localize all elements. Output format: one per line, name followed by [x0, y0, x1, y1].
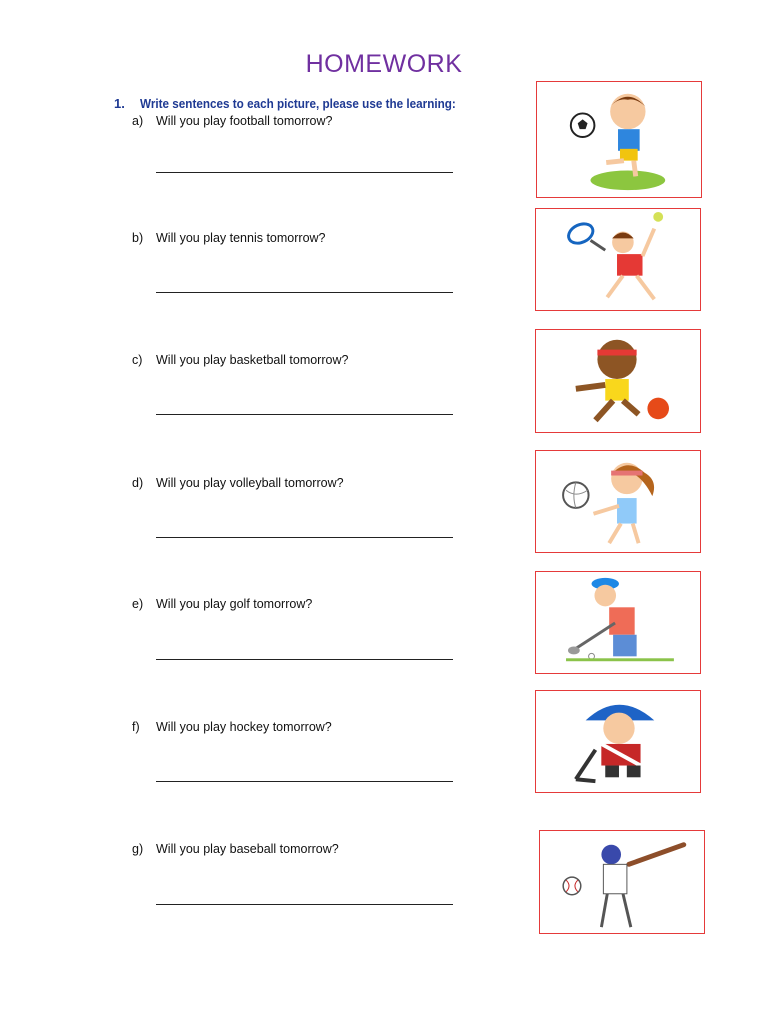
instruction-number: 1.	[114, 96, 125, 111]
question-g: g) Will you play baseball tomorrow?	[132, 842, 339, 856]
page-title: HOMEWORK	[305, 50, 463, 78]
question-f: f) Will you play hockey tomorrow?	[132, 720, 332, 734]
answer-line-e[interactable]	[156, 659, 453, 660]
baseball-player-image	[539, 830, 705, 934]
hockey-player-image	[535, 690, 701, 793]
answer-line-a[interactable]	[156, 172, 453, 173]
question-c: c) Will you play basketball tomorrow?	[132, 353, 349, 367]
answer-line-c[interactable]	[156, 414, 453, 415]
question-a: a) Will you play football tomorrow?	[132, 114, 333, 128]
answer-line-d[interactable]	[156, 537, 453, 538]
instruction	[114, 96, 491, 111]
answer-line-b[interactable]	[156, 292, 453, 293]
question-e: e) Will you play golf tomorrow?	[132, 597, 313, 611]
football-player-image	[536, 81, 702, 198]
question-b: b) Will you play tennis tomorrow?	[132, 231, 326, 245]
instruction-text: Write sentences to each picture, please use the learning:	[140, 96, 456, 111]
basketball-player-image	[535, 329, 701, 433]
answer-line-f[interactable]	[156, 781, 453, 782]
volleyball-player-image	[535, 450, 701, 553]
golf-player-image	[535, 571, 701, 674]
question-d: d) Will you play volleyball tomorrow?	[132, 476, 344, 490]
answer-line-g[interactable]	[156, 904, 453, 905]
tennis-player-image	[535, 208, 701, 311]
